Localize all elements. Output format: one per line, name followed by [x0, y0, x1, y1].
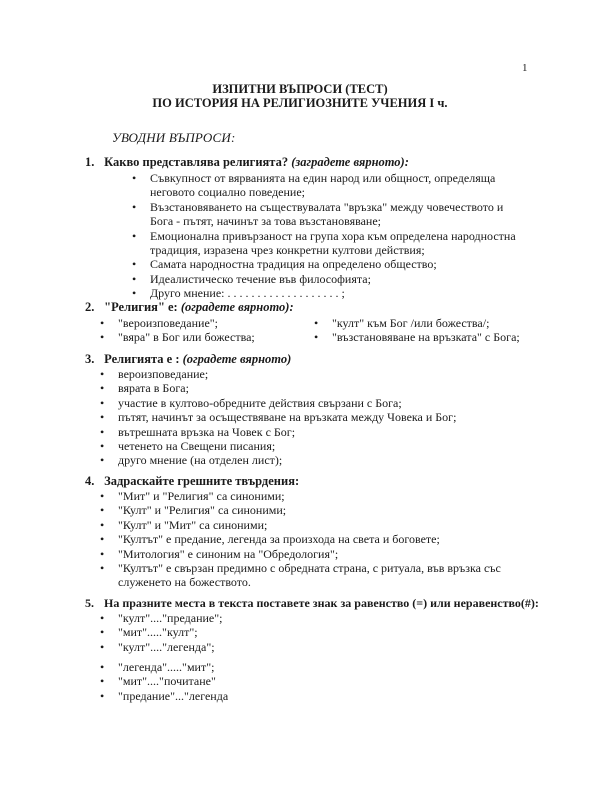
- option-text: • вероизповедание;: [118, 367, 209, 381]
- question-text: "Религия" е:: [104, 300, 178, 314]
- question-text: Задраскайте грешните твърдения:: [104, 474, 300, 488]
- option-text: • "култ"...."предание";: [118, 611, 223, 625]
- question-1-heading: [85, 155, 409, 170]
- option-text: • "Митология" е синоним на "Обредология";: [118, 546, 339, 561]
- option-text: • "мит"....."култ";: [118, 625, 198, 640]
- option-item: [132, 272, 522, 286]
- question-1-options: [132, 171, 522, 301]
- option-item: [100, 410, 520, 424]
- option-item: [100, 330, 310, 344]
- option-text: • "вероизповедание";: [118, 316, 219, 330]
- option-text: • "Мит" и "Религия" са синоними;: [118, 489, 285, 503]
- title-line-1: ИЗПИТНИ ВЪПРОСИ (ТЕСТ): [212, 82, 388, 96]
- option-text: • "Култ" и "Мит" са синоними;: [118, 517, 268, 532]
- option-text: • Друго мнение: . . . . . . . . . . . . . . . . . . . ;: [150, 286, 345, 301]
- question-number: 2.: [85, 300, 95, 314]
- option-text: • пътят, начинът за осъществяване на връзката между Човека и Бог;: [118, 410, 457, 425]
- option-text: • вярата в Бога;: [118, 381, 189, 396]
- option-text: • "вяра" в Бог или божества;: [118, 330, 255, 345]
- option-text: • Идеалистическо течение във философията;: [150, 271, 371, 286]
- option-text: • вътрешната връзка на Човек с Бог;: [118, 424, 296, 439]
- option-text: • "Култът" е предание, легенда за произхода на света и боговете;: [118, 532, 440, 547]
- question-2-heading: [85, 300, 294, 315]
- option-item: [100, 518, 530, 532]
- option-item: [100, 674, 400, 688]
- option-text: • четенето на Свещени писания;: [118, 439, 276, 454]
- option-item: [132, 229, 522, 258]
- option-item: [132, 286, 522, 300]
- option-item: [100, 532, 530, 546]
- option-item: [314, 330, 554, 344]
- option-item: [100, 396, 520, 410]
- section-heading: УВОДНИ ВЪПРОСИ:: [112, 130, 236, 145]
- option-text: • "Култът" е свързан предимно с обредната страна, с ритуала, във връзка със служенето на божеството.: [118, 561, 501, 590]
- option-text: • "предание"..."легенда: [118, 688, 229, 703]
- question-number: 3.: [85, 352, 95, 366]
- question-number: 4.: [85, 474, 95, 488]
- title-line-2: ПО ИСТОРИЯ НА РЕЛИГИОЗНИТЕ УЧЕНИЯ І ч.: [152, 96, 448, 110]
- option-item: [100, 453, 520, 467]
- option-item: [100, 316, 310, 330]
- option-item: [100, 547, 530, 561]
- option-item: [100, 439, 520, 453]
- document-title: [0, 82, 600, 110]
- option-item: [100, 381, 520, 395]
- option-text: • "възстановяване на връзката" с Бога;: [332, 330, 520, 345]
- question-hint: (оградете вярното):: [180, 300, 294, 314]
- option-text: • "култ"...."легенда";: [118, 639, 215, 654]
- question-5-options-b: [100, 660, 400, 703]
- question-number: 5.: [85, 596, 94, 610]
- question-4-heading: [85, 474, 299, 489]
- question-5-options-a: [100, 611, 400, 654]
- option-text: • Самата народностна традиция на определено общество;: [150, 257, 437, 272]
- question-text: На празните места в текста поставете знак за равенство (=) или неравенство(#):: [104, 596, 539, 610]
- question-text: Религията е :: [104, 352, 180, 366]
- question-2-options-left: [100, 316, 310, 345]
- question-number: 1.: [85, 155, 95, 169]
- question-hint: (заградете вярното):: [291, 155, 409, 169]
- question-3-options: [100, 367, 520, 468]
- option-text: • Емоционална привързаност на група хора към определена народностна традиция, изразена чрез конкретни култови действия;: [150, 228, 516, 258]
- option-item: [132, 200, 522, 229]
- option-item: [100, 640, 400, 654]
- question-4-options: [100, 489, 530, 590]
- option-item: [314, 316, 554, 330]
- option-text: • Възстановяването на съществувалата "връзка" между човечеството и Бога - пътят, начинът за това възстановяване;: [150, 199, 504, 229]
- option-text: • друго мнение (на отделен лист);: [118, 453, 283, 468]
- option-item: [100, 660, 400, 674]
- option-item: [100, 489, 530, 503]
- option-item: [100, 367, 520, 381]
- question-hint: (оградете вярното): [182, 352, 292, 366]
- option-text: • участие в култово-обредните действия свързани с Бога;: [118, 395, 402, 410]
- option-text: • "мит"...."почитане": [118, 674, 216, 689]
- question-2-options-right: [314, 316, 554, 345]
- question-3-heading: [85, 352, 291, 367]
- question-text: Какво представлява религията?: [104, 155, 289, 169]
- question-5-heading: [85, 596, 539, 611]
- option-text: • Съвкупност от вярванията на един народ или общност, определяща неговото социално поведение;: [150, 171, 496, 200]
- option-item: [100, 561, 530, 590]
- option-item: [100, 689, 400, 703]
- option-item: [100, 625, 400, 639]
- option-item: [132, 171, 522, 200]
- option-text: • "легенда"....."мит";: [118, 660, 215, 674]
- option-item: [100, 503, 530, 517]
- option-item: [100, 425, 520, 439]
- option-text: • "култ" към Бог /или божества/;: [332, 316, 490, 330]
- option-item: [100, 611, 400, 625]
- option-text: • "Култ" и "Религия" са синоними;: [118, 503, 287, 518]
- option-item: [132, 257, 522, 271]
- page-number: 1: [522, 62, 528, 74]
